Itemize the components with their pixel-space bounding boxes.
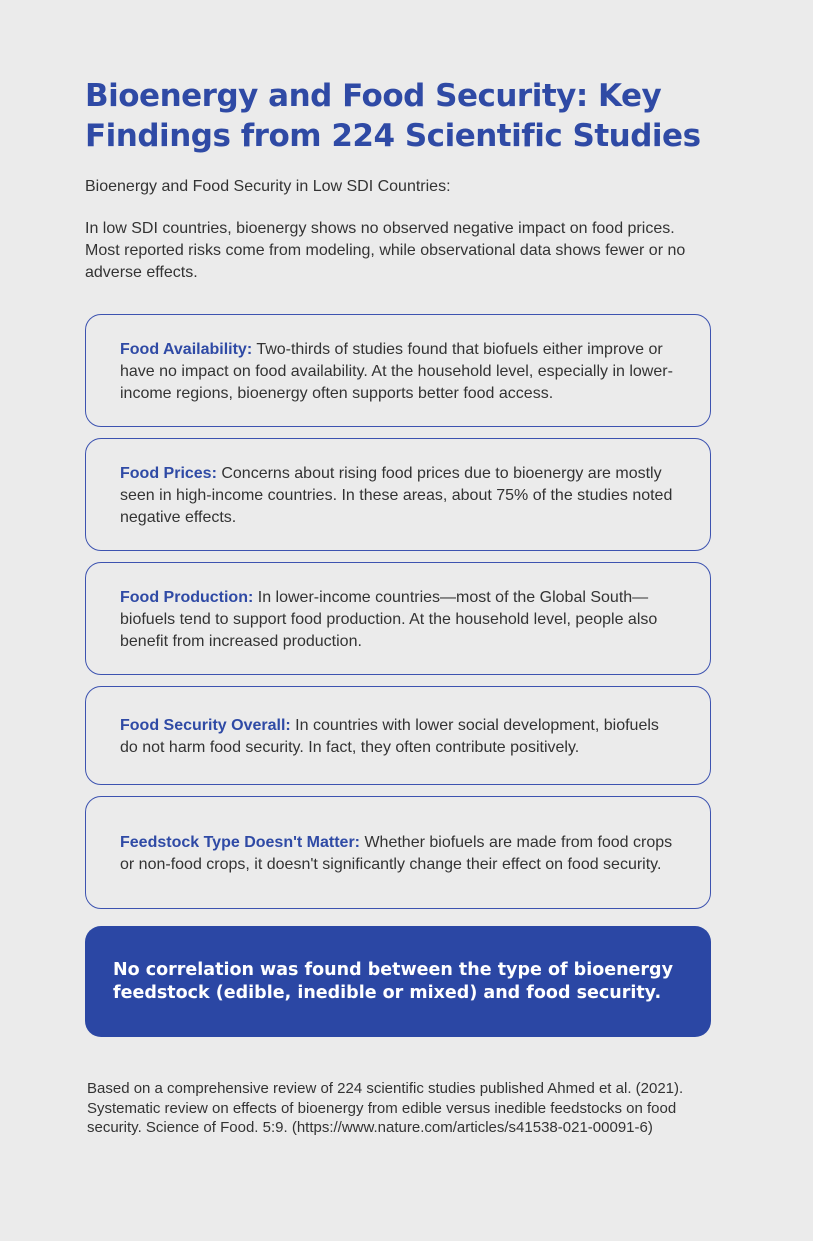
finding-paragraph	[120, 461, 676, 529]
finding-term: Food Production:	[120, 588, 254, 606]
findings-list	[85, 314, 711, 920]
finding-paragraph	[120, 585, 676, 653]
section-subtitle: Bioenergy and Food Security in Low SDI Countries:	[85, 178, 451, 195]
finding-text: In countries with lower social development, biofuels do not harm food security. In fact, they often contribute positively.	[120, 716, 659, 756]
callout-text: No correlation was found between the type of bioenergy feedstock (edible, inedible or mixed) and food security.	[113, 959, 673, 1003]
finding-card-food-security-overall	[85, 686, 711, 785]
finding-paragraph	[120, 713, 676, 759]
finding-term: Food Availability:	[120, 340, 253, 358]
finding-card-feedstock-type	[85, 796, 711, 909]
finding-term: Food Prices:	[120, 464, 217, 482]
source-footnote: Based on a comprehensive review of 224 scientific studies published Ahmed et al. (2021). Systematic review on effects of bioenergy from edible versus inedible feedstocks on food security. Science of Food. 5:9. (https://www.nature.com/articles/s41538-021-00091-6)	[87, 1080, 684, 1136]
infographic	[85, 76, 711, 1136]
finding-text: Concerns about rising food prices due to bioenergy are mostly seen in high-income countries. In these areas, about 75% of the studies noted negative effects.	[120, 464, 673, 526]
finding-paragraph	[120, 830, 676, 876]
finding-term: Food Security Overall:	[120, 716, 291, 734]
finding-text: Two-thirds of studies found that biofuels either improve or have no impact on food availability. At the household level, especially in lower-income regions, bioenergy often supports better food access.	[120, 340, 673, 402]
finding-card-food-prices	[85, 438, 711, 551]
finding-card-food-production	[85, 562, 711, 675]
finding-text: Whether biofuels are made from food crops or non-food crops, it doesn't significantly change their effect on food security.	[120, 833, 673, 873]
intro-paragraph: In low SDI countries, bioenergy shows no observed negative impact on food prices. Most reported risks come from modeling, while observational data shows fewer or no adverse effects.	[85, 220, 686, 281]
finding-text: In lower-income countries—most of the Global South—biofuels tend to support food production. At the household level, people also benefit from increased production.	[120, 588, 658, 650]
conclusion-callout	[85, 926, 711, 1037]
finding-paragraph	[120, 337, 676, 405]
finding-card-food-availability	[85, 314, 711, 427]
finding-term: Feedstock Type Doesn't Matter:	[120, 833, 360, 851]
page-title: Bioenergy and Food Security: Key Findings from 224 Scientific Studies	[85, 78, 701, 154]
